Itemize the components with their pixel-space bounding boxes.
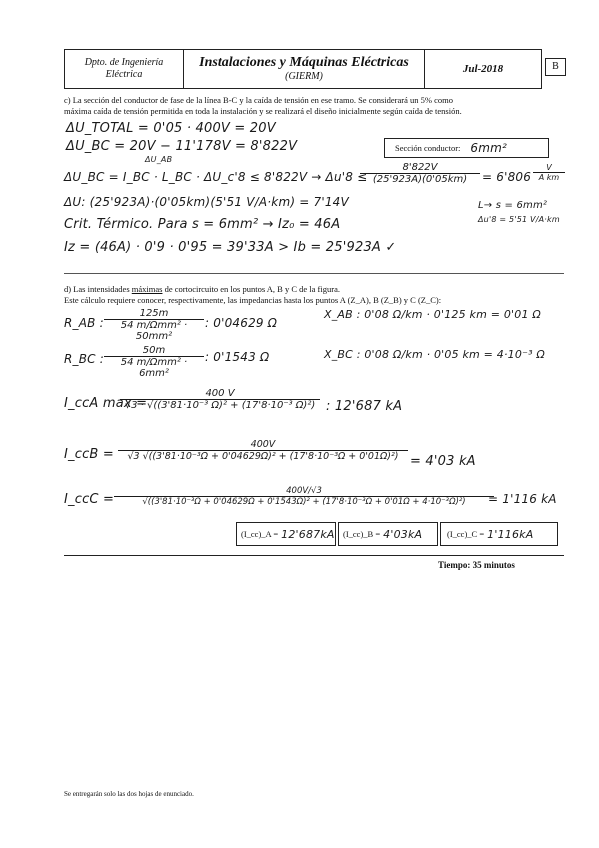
hw-iccc-result: = 1'116 kA — [488, 492, 557, 506]
section-d-statement-max: máximas — [131, 284, 163, 294]
hw-icca-num: 400 V — [120, 388, 320, 400]
hw-iccc-num: 400V/√3 — [114, 486, 494, 497]
answer-box-a — [236, 522, 336, 546]
hw-icca-fraction — [120, 388, 320, 411]
hw-drop-result-unit-den: A km — [538, 173, 560, 182]
hw-rbc-label: R_BC : — [64, 352, 105, 366]
answer-c-value: 1'116kA — [487, 527, 534, 541]
hw-bc-voltage-drop: ΔU_BC = 20V − 11'178V = 8'822V — [66, 139, 298, 154]
hw-current-check: Iz = (46A) · 0'9 · 0'95 = 39'33A > Ib = 25'923A ✓ — [64, 240, 397, 255]
exam-header — [64, 49, 542, 89]
answer-a-label: (I_cc)_A = — [241, 529, 279, 539]
course-cell — [184, 50, 425, 88]
hw-side-drop: Δu'8 = 5'51 V/A·km — [478, 215, 560, 224]
answer-box-c — [440, 522, 558, 546]
hw-rbc-den: 54 m/Ωmm² · 6mm² — [120, 357, 188, 379]
hw-xbc: X_BC : 0'08 Ω/km · 0'05 km = 4·10⁻³ Ω — [324, 348, 545, 361]
hw-icca-label: I_ccA max = — [64, 396, 148, 411]
hw-rbc-result: : 0'1543 Ω — [205, 350, 270, 364]
answer-b-value: 4'03kA — [383, 527, 423, 541]
hw-rab-label: R_AB : — [64, 316, 104, 330]
hw-rab-result: : 0'04629 Ω — [205, 316, 278, 330]
section-c-statement-line-2: máxima caída de tensión permitida en toda la instalación y se realizará el diseño inicialmente según caída de tensión. — [64, 106, 462, 116]
hw-icca-den: √3 · √((3'81·10⁻³ Ω)² + (17'8·10⁻³ Ω)²) — [124, 400, 316, 411]
footer-note: Se entregarán solo las dos hojas de enunciado. — [64, 790, 194, 798]
hw-rbc-num: 50m — [104, 345, 204, 357]
section-c-statement-line-1: c) La sección del conductor de fase de la línea B-C y la caída de tensión en ese tramo. Se considerará un 5% como — [64, 95, 453, 105]
answer-c-label: (I_cc)_C = — [447, 529, 485, 539]
hw-drop-result: = 6'806 — [482, 170, 532, 184]
section-divider — [64, 273, 564, 274]
answer-b-label: (I_cc)_B = — [343, 529, 381, 539]
hw-iccb-den: √3 √((3'81·10⁻³Ω + 0'04629Ω)² + (17'8·10⁻³Ω + 0'01Ω)²) — [127, 451, 399, 462]
hw-iccc-den: √((3'81·10⁻³Ω + 0'04629Ω + 0'1543Ω)² + (17'8·10⁻³Ω + 0'01Ω + 4·10⁻³Ω)²) — [142, 497, 466, 507]
section-d-statement-post: de cortocircuito en los puntos A, B y C de la figura. — [162, 284, 340, 294]
hw-rab-den: 54 m/Ωmm² · 50mm² — [120, 320, 188, 342]
hw-bc-drop-calc: ΔU: (25'923A)·(0'05km)(5'51 V/A·km) = 7'14V — [64, 195, 349, 209]
hw-total-voltage-drop: ΔU_TOTAL = 0'05 · 400V = 20V — [66, 121, 276, 136]
hw-rab-fraction — [104, 308, 204, 342]
section-d-statement-line-2: Este cálculo requiere conocer, respectivamente, las impedancias hasta los puntos A (Z_A), B (Z_B) y C (Z_C): — [64, 295, 442, 305]
course-title: Instalaciones y Máquinas Eléctricas — [199, 55, 409, 70]
course-code: (GIERM) — [285, 71, 323, 82]
hw-iccb-result: = 4'03 kA — [410, 454, 476, 469]
department-line-2: Eléctrica — [105, 69, 143, 80]
hw-side-section: L→ s = 6mm² — [478, 200, 548, 211]
section-conductor-box — [384, 138, 549, 158]
section-d-statement — [64, 284, 564, 306]
section-conductor-label: Sección conductor: — [395, 143, 461, 153]
department-cell — [65, 50, 184, 88]
hw-thermal-criterion: Crit. Térmico. Para s = 6mm² → Iz₀ = 46A — [64, 217, 341, 232]
hw-iccb-num: 400V — [118, 439, 408, 451]
hw-iccb-fraction — [118, 439, 408, 462]
hw-xab: X_AB : 0'08 Ω/km · 0'125 km = 0'01 Ω — [324, 308, 541, 321]
section-conductor-value: 6mm² — [470, 141, 508, 155]
hw-rab-num: 125m — [104, 308, 204, 320]
section-d-statement-pre: d) Las intensidades — [64, 284, 132, 294]
answer-box-b — [338, 522, 438, 546]
department-line-1: Dpto. de Ingeniería — [84, 57, 164, 68]
hw-drop-fraction — [360, 162, 480, 185]
exam-variant-box: B — [545, 58, 566, 76]
hw-iccc-fraction — [114, 486, 494, 507]
hw-iccb-label: I_ccB = — [64, 447, 114, 462]
exam-date: Jul-2018 — [462, 63, 504, 75]
answers-bottom-rule — [64, 555, 564, 556]
hw-bc-drop-condition: ΔU_BC = I_BC · L_BC · ΔU_c'8 ≤ 8'822V → Δu'8 ≤ — [64, 170, 368, 184]
hw-drop-result-unit — [533, 163, 565, 182]
hw-ab-drop-note: ΔU_AB — [145, 155, 173, 164]
answer-a-value: 12'687kA — [281, 527, 335, 541]
section-c-statement — [64, 95, 564, 117]
hw-iccc-label: I_ccC = — [64, 492, 115, 507]
hw-drop-result-unit-num: V — [533, 163, 565, 173]
hw-drop-fraction-num: 8'822V — [360, 162, 480, 174]
exam-time: Tiempo: 35 minutos — [438, 560, 515, 570]
hw-drop-fraction-den: (25'923A)(0'05km) — [372, 174, 468, 185]
hw-rbc-fraction — [104, 345, 204, 379]
hw-icca-result: : 12'687 kA — [326, 399, 403, 414]
